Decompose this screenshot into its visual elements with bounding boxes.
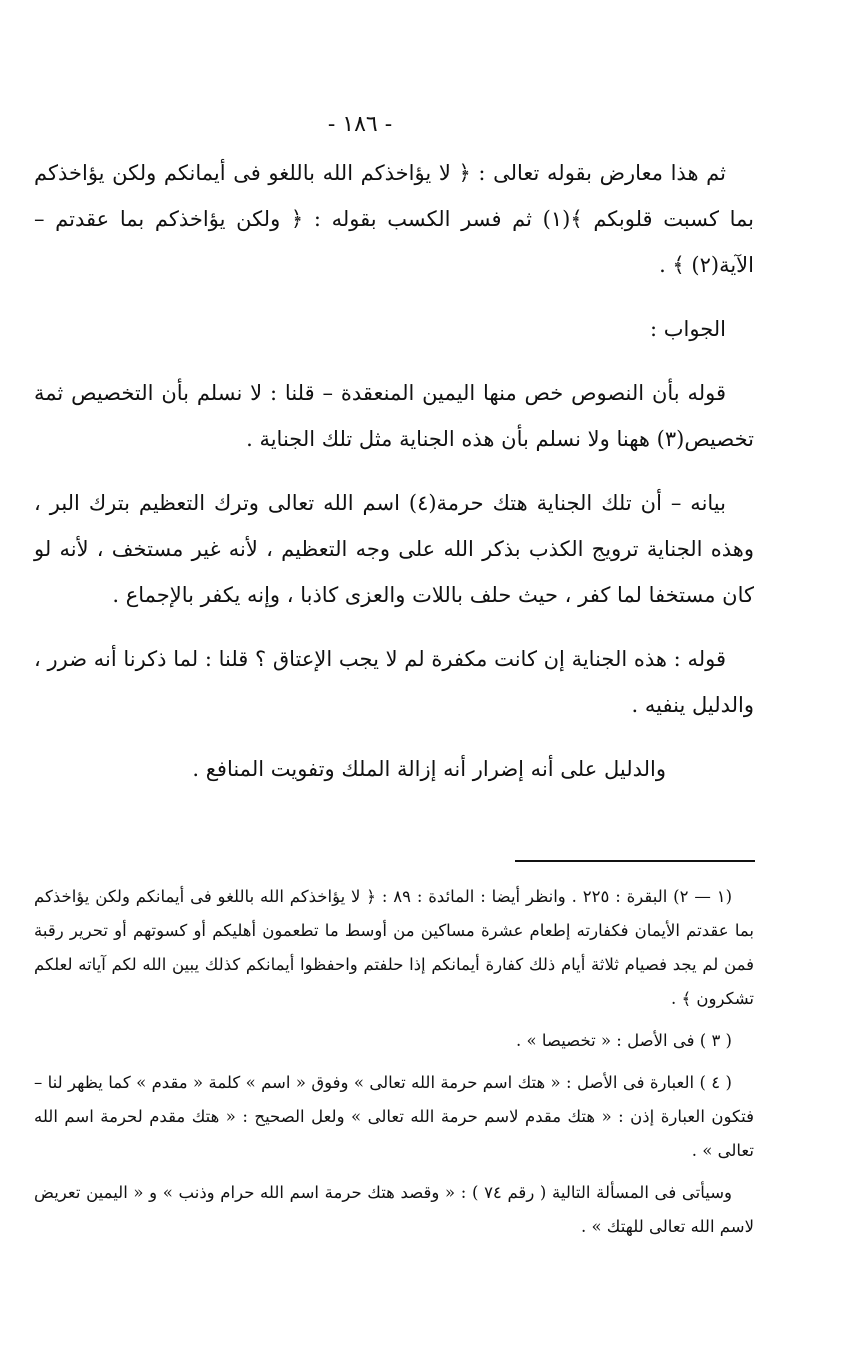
footnote-1-2: (١ — ٢) البقرة : ٢٢٥ . وانظر أيضا : المائدة : ٨٩ : ﴿ لا يؤاخذكم الله باللغو فى أيمانكم ولكن يؤاخذكم بما عقدتم الأيمان فكفارته إطعام عشرة مساكين من أوسط ما تطعمون أهليكم أو كسوتهم أو تحرير رقبة فمن لم يجد فصيام ثلاثة أيام ذلك كفارة أيمانكم إذا حلفتم واحفظوا أيمانكم كذلك يبين الله لكم آياته لعلكم تشكرون ﴾ .: [34, 887, 754, 1008]
main-text: [34, 150, 754, 804]
footnote-divider: [515, 860, 755, 862]
paragraph-quran-objection: ثم هذا معارض بقوله تعالى : ﴿ لا يؤاخذكم الله باللغو فى أيمانكم ولكن يؤاخذكم بما كسبت قلوبكم ﴾(١) ثم فسر الكسب بقوله : ﴿ ولكن يؤاخذكم بما عقدتم – الآية(٢) ﴾ .: [34, 161, 754, 277]
paragraph-answer-heading: الجواب :: [650, 317, 726, 341]
footnote-4-continued: وسيأتى فى المسألة التالية ( رقم ٧٤ ) : « وقصد هتك حرمة اسم الله حرام وذنب » و « اليمين تعريض لاسم الله تعالى للهتك » .: [34, 1183, 754, 1236]
footnote-4: ( ٤ ) العبارة فى الأصل : « هتك اسم حرمة الله تعالى » وفوق « اسم » كلمة « مقدم » كما يظهر لنا – فتكون العبارة إذن : « هتك مقدم لاسم حرمة الله تعالى » ولعل الصحيح : « هتك مقدم لحرمة اسم الله تعالى » .: [34, 1073, 754, 1160]
paragraph-specification-reply: قوله بأن النصوص خص منها اليمين المنعقدة – قلنا : لا نسلم بأن التخصيص ثمة تخصيص(٣) ههنا ولا نسلم بأن هذه الجناية مثل تلك الجناية .: [34, 381, 754, 451]
paragraph-expiation-reply: قوله : هذه الجناية إن كانت مكفرة لم لا يجب الإعتاق ؟ قلنا : لما ذكرنا أنه ضرر ، والدليل ينفيه .: [34, 647, 754, 717]
page-number: - ١٨٦ -: [327, 112, 393, 137]
footnote-3: ( ٣ ) فى الأصل : « تخصيصا » .: [516, 1031, 732, 1050]
paragraph-harm-evidence: والدليل على أنه إضرار أنه إزالة الملك وتفويت المنافع .: [192, 757, 666, 781]
paragraph-explanation: بيانه – أن تلك الجناية هتك حرمة(٤) اسم الله تعالى وترك التعظيم بترك البر ، وهذه الجناية ترويج الكذب بذكر الله على وجه التعظيم ، لأنه غير مستخف ، لأنه لو كان مستخفا لما كفر ، حيث حلف باللات والعزى كاذبا ، وإنه يكفر بالإجماع .: [34, 491, 754, 607]
footnotes: [34, 880, 754, 1252]
